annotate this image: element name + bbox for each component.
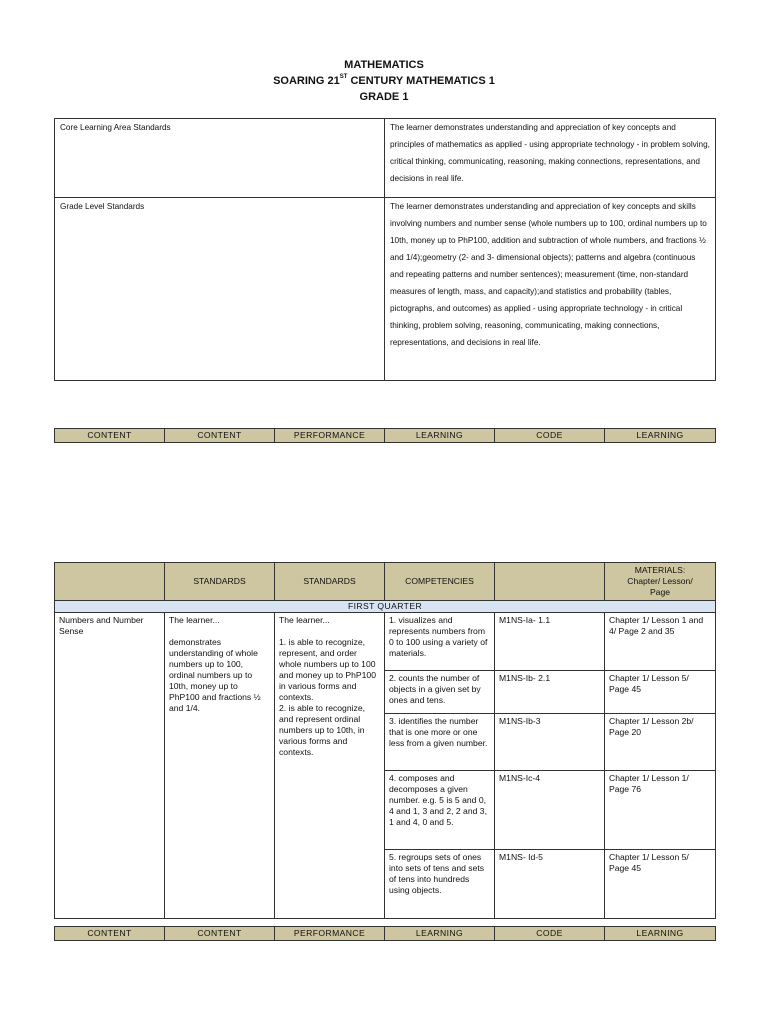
competency-text: 1. visualizes and represents numbers from 0 to 100 using a variety of materials.: [385, 613, 495, 671]
performance-standard-intro: The learner...: [279, 615, 330, 625]
subheader-content-standards: STANDARDS: [165, 563, 275, 601]
header-row-bottom: [54, 926, 716, 941]
header-learning-2: LEARNING: [605, 927, 716, 941]
table-row: [55, 613, 716, 671]
competency-code: M1NS- Id-5: [495, 850, 605, 919]
header-content-1: CONTENT: [55, 927, 165, 941]
header-content-2: CONTENT: [165, 927, 275, 941]
competency-materials: Chapter 1/ Lesson 5/ Page 45: [605, 671, 716, 714]
core-standards-text: The learner demonstrates understanding and appreciation of key concepts and principles of mathematics as applied - using appropriate technology - in problem solving, critical thinking, communicating, reasoning, making connections, representations, and decisions in real life.: [385, 119, 716, 198]
header-learning-2: LEARNING: [605, 429, 716, 443]
performance-standard-item-1: 1. is able to recognize, represent, and order whole numbers up to 100 and money up to PhP100 in various forms and contexts.: [279, 637, 376, 702]
competency-code: M1NS-Ia- 1.1: [495, 613, 605, 671]
header-performance: PERFORMANCE: [275, 429, 385, 443]
competency-materials: Chapter 1/ Lesson 5/ Page 45: [605, 850, 716, 919]
core-standards-row: [55, 119, 716, 198]
quarter-row: [55, 601, 716, 613]
content-standard-intro: The learner...: [169, 615, 220, 625]
subheader-empty-2: [495, 563, 605, 601]
header-performance: PERFORMANCE: [275, 927, 385, 941]
header-learning: LEARNING: [385, 927, 495, 941]
header-content-2: CONTENT: [165, 429, 275, 443]
grade-standards-label: Grade Level Standards: [55, 198, 385, 381]
competency-text: 3. identifies the number that is one more or one less from a given number.: [385, 714, 495, 771]
content-standard-text: demonstrates understanding of whole numbers up to 100, ordinal numbers up to 10th, money up to PhP100 and fractions ½ and 1/4.: [169, 637, 261, 713]
grade-standards-text: The learner demonstrates understanding and appreciation of key concepts and skills involving numbers and number sense (whole numbers up to 100, ordinal numbers up to 10th, money up to PhP100, addition and subtraction of whole numbers, and fractions ½ and 1/4);geometry (2- and 3- dimensional objects); patterns and algebra (continuous and repeating patterns and number sentences); measurement (time, non-standard measures of length, mass, and capacity);and statistics and probability (tables, pictographs, and outcomes) as applied - using appropriate technology - in critical thinking, problem solving, reasoning, communicating, making connections, representations, and decisions in real life.: [385, 198, 716, 381]
content-cell: Numbers and Number Sense: [55, 613, 165, 919]
grade-title: GRADE 1: [359, 91, 409, 103]
content-standard-cell: [165, 613, 275, 919]
competency-text: 2. counts the number of objects in a given set by ones and tens.: [385, 671, 495, 714]
performance-standard-cell: [275, 613, 385, 919]
subheader-materials: MATERIALS: Chapter/ Lesson/ Page: [605, 563, 716, 601]
performance-standard-item-2: 2. is able to recognize, and represent ordinal numbers up to 10th, in various forms and contexts.: [279, 703, 365, 757]
header-row-top: [54, 428, 716, 443]
competency-text: 5. regroups sets of ones into sets of tens and sets of tens into hundreds using objects.: [385, 850, 495, 919]
header-content-1: CONTENT: [55, 429, 165, 443]
subheader-empty-1: [55, 563, 165, 601]
subheader-row: [55, 563, 716, 601]
book-title: SOARING 21ST CENTURY MATHEMATICS 1: [273, 74, 495, 87]
header-code: CODE: [495, 429, 605, 443]
competency-materials: Chapter 1/ Lesson 2b/ Page 20: [605, 714, 716, 771]
competency-materials: Chapter 1/ Lesson 1/ Page 76: [605, 771, 716, 850]
competency-code: M1NS-Ic-4: [495, 771, 605, 850]
header-code: CODE: [495, 927, 605, 941]
competency-materials: Chapter 1/ Lesson 1 and 4/ Page 2 and 35: [605, 613, 716, 671]
subheader-performance-standards: STANDARDS: [275, 563, 385, 601]
competency-code: M1NS-Ib- 2.1: [495, 671, 605, 714]
core-standards-label: Core Learning Area Standards: [55, 119, 385, 198]
competency-code: M1NS-Ib-3: [495, 714, 605, 771]
header-learning: LEARNING: [385, 429, 495, 443]
curriculum-table: [54, 562, 716, 919]
grade-standards-row: [55, 198, 716, 381]
standards-table: [54, 118, 716, 381]
doc-title: MATHEMATICS: [344, 59, 424, 71]
subheader-competencies: COMPETENCIES: [385, 563, 495, 601]
competency-text: 4. composes and decomposes a given number. e.g. 5 is 5 and 0, 4 and 1, 3 and 2, 2 and 3, 1 and 4, 0 and 5.: [385, 771, 495, 850]
quarter-label: FIRST QUARTER: [55, 601, 716, 613]
